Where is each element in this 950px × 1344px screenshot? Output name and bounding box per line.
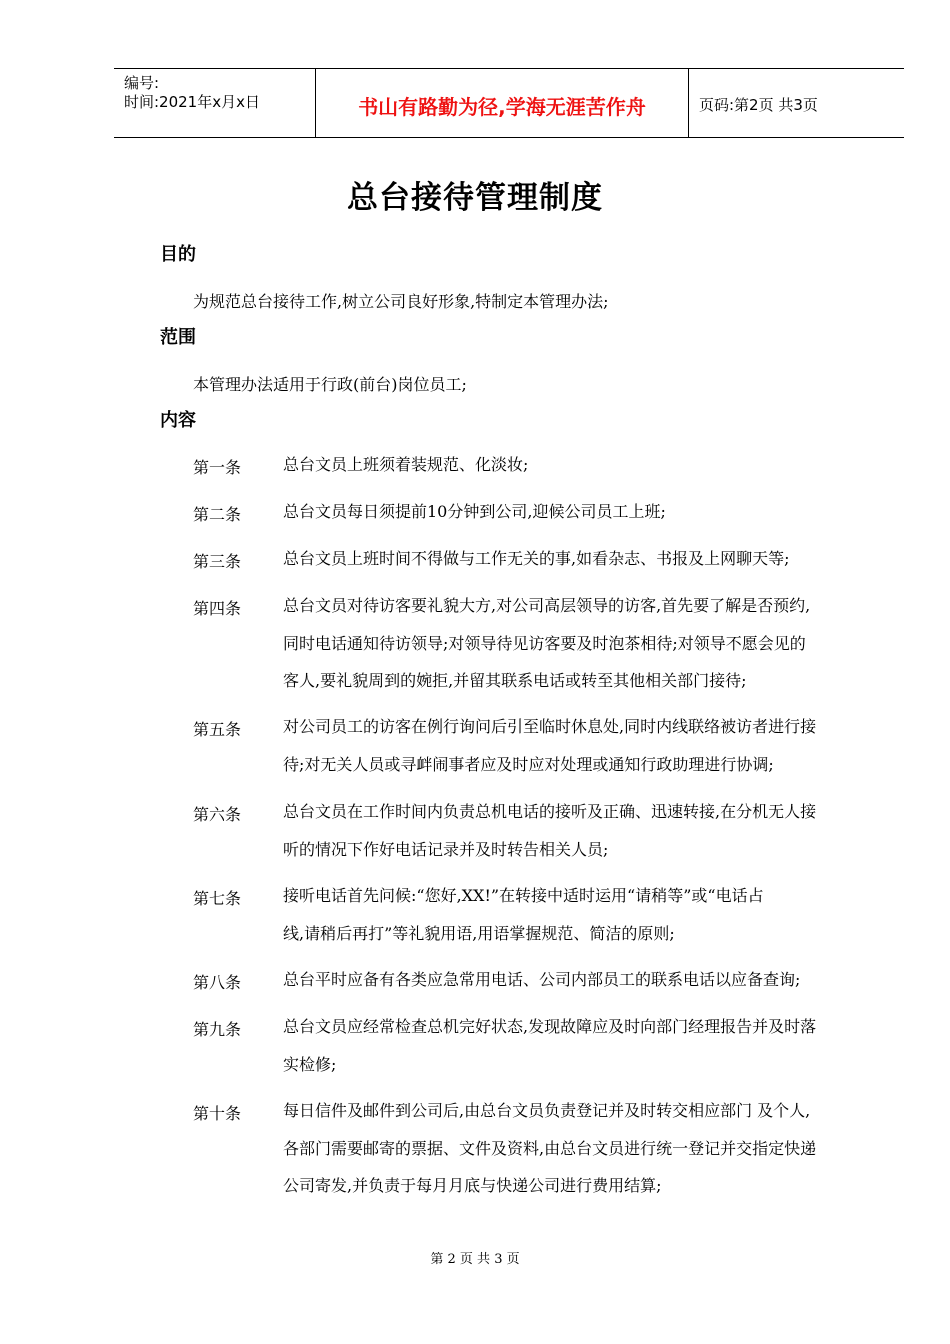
scope-text: 本管理办法适用于行政(前台)岗位员工;	[193, 375, 467, 394]
article-line: 听的情况下作好电话记录并及时转告相关人员;	[283, 839, 609, 859]
article-number: 第十条	[193, 1104, 242, 1123]
article-line: 公司寄发,并负责于每月月底与快递公司进行费用结算;	[283, 1176, 662, 1195]
article-line: 总台文员上班时间不得做与工作无关的事,如看杂志、书报及上网聊天等;	[283, 549, 790, 568]
article-line: 实检修;	[283, 1054, 337, 1074]
article-line: 线,请稍后再打”等礼貌用语,用语掌握规范、简洁的原则;	[283, 923, 675, 943]
article-line: 总台文员对待访客要礼貌大方,对公司高层领导的访客,首先要了解是否预约,	[283, 596, 811, 615]
article-line: 同时电话通知待访领导;对领导待见访客要及时泡茶相待;对领导不愿会见的	[283, 633, 806, 653]
article-text	[283, 877, 873, 952]
article-line: 待;对无关人员或寻衅闹事者应及时应对处理或通知行政助理进行协调;	[283, 754, 774, 774]
section-heading-content: 内容	[160, 410, 196, 431]
section-heading-purpose: 目的	[160, 244, 196, 265]
article-text	[283, 493, 873, 531]
section-heading-scope: 范围	[160, 327, 196, 348]
header-page-info: 页码:第2页 共3页	[699, 95, 818, 114]
article-number: 第三条	[193, 552, 242, 571]
purpose-text: 为规范总台接待工作,树立公司良好形象,特制定本管理办法;	[193, 292, 609, 311]
article-line: 总台文员每日须提前10分钟到公司,迎候公司员工上班;	[283, 502, 666, 521]
time-line: 时间:2021年x月x日	[124, 93, 260, 111]
article-number: 第二条	[193, 505, 242, 524]
article-line: 客人,要礼貌周到的婉拒,并留其联系电话或转至其他相关部门接待;	[283, 671, 747, 690]
article-number: 第一条	[193, 458, 242, 477]
article-text	[283, 961, 873, 999]
article-number: 第六条	[193, 805, 242, 824]
document-title: 总台接待管理制度	[347, 180, 603, 216]
article-line: 对公司员工的访客在例行询问后引至临时休息处,同时内线联络被访者进行接	[283, 717, 817, 736]
article-text	[283, 1092, 873, 1205]
article-text	[283, 587, 873, 700]
header-meta	[114, 69, 315, 137]
article-line: 每日信件及邮件到公司后,由总台文员负责登记并及时转交相应部门 及个人,	[283, 1101, 811, 1120]
article-text	[283, 793, 873, 868]
article-text	[283, 708, 873, 783]
article-line: 总台文员应经常检查总机完好状态,发现故障应及时向部门经理报告并及时落	[283, 1017, 817, 1036]
article-number: 第八条	[193, 973, 242, 992]
article-text	[283, 446, 873, 484]
header-motto: 书山有路勤为径,学海无涯苦作舟	[315, 69, 689, 137]
article-number: 第七条	[193, 889, 242, 908]
article-line: 总台平时应备有各类应急常用电话、公司内部员工的联系电话以应备查询;	[283, 970, 801, 989]
article-text	[283, 1008, 873, 1083]
article-number: 第四条	[193, 599, 242, 618]
page-footer: 第 2 页 共 3 页	[430, 1252, 520, 1267]
number-label: 编号:	[124, 74, 160, 92]
article-number: 第九条	[193, 1020, 242, 1039]
article-number: 第五条	[193, 720, 242, 739]
article-line: 接听电话首先问候:“您好,XX!”在转接中适时运用“请稍等”或“电话占	[283, 886, 764, 905]
article-text	[283, 540, 873, 578]
article-line: 各部门需要邮寄的票据、文件及资料,由总台文员进行统一登记并交指定快递	[283, 1138, 817, 1158]
page-header	[114, 68, 904, 138]
article-line: 总台文员上班须着装规范、化淡妆;	[283, 455, 529, 474]
article-line: 总台文员在工作时间内负责总机电话的接听及正确、迅速转接,在分机无人接	[283, 802, 817, 821]
